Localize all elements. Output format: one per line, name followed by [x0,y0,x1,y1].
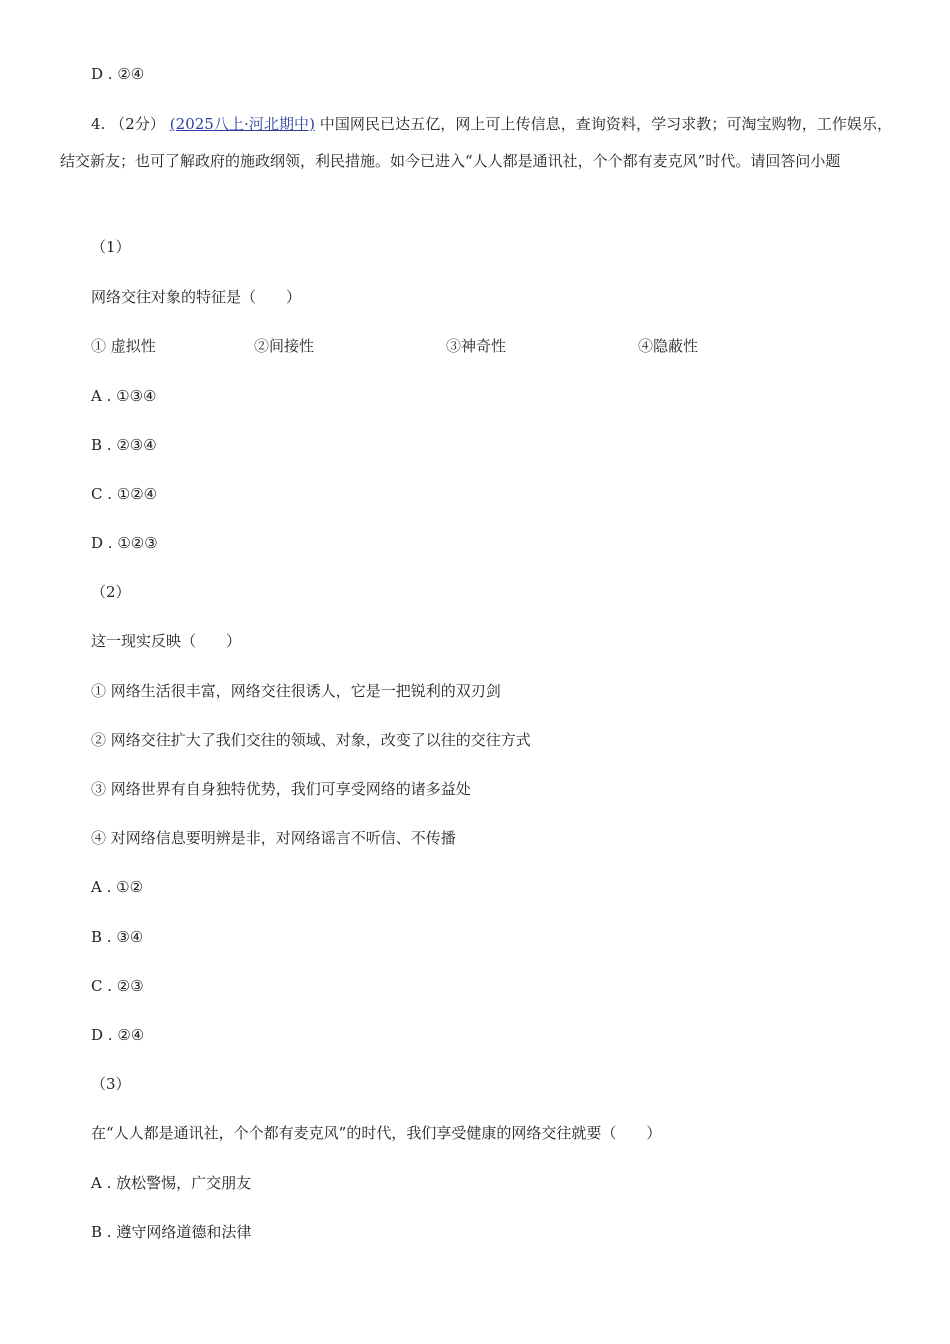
sub2-option-c[interactable]: C . ②③ [91,977,144,995]
sub-question-2-text: 这一现实反映（ ） [91,632,242,650]
question-stem-text: 中国网民已达五亿，网上可上传信息，查询资料，学习求教；可淘宝购物，工作娱乐，结交新友；也可了解政府的施政纲领，利民措施。如今已进入“人人都是通讯社，个个都有麦克风”时代。请回答问小题 [60,115,893,170]
sub1-option-a[interactable]: A . ①③④ [91,387,157,405]
sub1-item-4: ④隐蔽性 [638,337,699,355]
question-source-link[interactable]: (2025八上·河北期中) [169,115,315,133]
sub1-option-b[interactable]: B . ②③④ [91,436,157,454]
sub1-item-2: ②间接性 [254,337,315,355]
question-number: 4. [91,115,106,133]
sub2-statement-2: ② 网络交往扩大了我们交往的领域、对象，改变了以往的交往方式 [91,731,531,749]
sub1-option-d[interactable]: D . ①②③ [91,534,158,552]
sub-question-1-label: （1） [91,238,131,256]
sub-question-1-text: 网络交往对象的特征是（ ） [91,288,302,306]
sub1-option-c[interactable]: C . ①②④ [91,485,158,503]
sub3-option-b[interactable]: B . 遵守网络道德和法律 [91,1223,252,1241]
sub1-item-1: ① 虚拟性 [91,337,156,355]
sub3-option-a[interactable]: A . 放松警惕，广交朋友 [91,1174,252,1192]
sub2-statement-4: ④ 对网络信息要明辨是非，对网络谣言不听信、不传播 [91,829,456,847]
sub2-option-a[interactable]: A . ①② [91,878,144,896]
sub-question-3-text: 在“人人都是通讯社，个个都有麦克风”的时代，我们享受健康的网络交往就要（ ） [91,1124,662,1142]
option-d-previous: D . ②④ [91,65,145,83]
sub2-option-d[interactable]: D . ②④ [91,1026,145,1044]
sub2-statement-3: ③ 网络世界有自身独特优势，我们可享受网络的诸多益处 [91,780,471,798]
sub-question-2-label: （2） [91,583,131,601]
question-4-stem [60,106,892,180]
sub2-option-b[interactable]: B . ③④ [91,928,144,946]
question-score: （2分） [110,115,165,133]
sub1-item-3: ③神奇性 [446,337,507,355]
sub-question-3-label: （3） [91,1075,131,1093]
sub2-statement-1: ① 网络生活很丰富，网络交往很诱人，它是一把锐利的双刃剑 [91,682,501,700]
